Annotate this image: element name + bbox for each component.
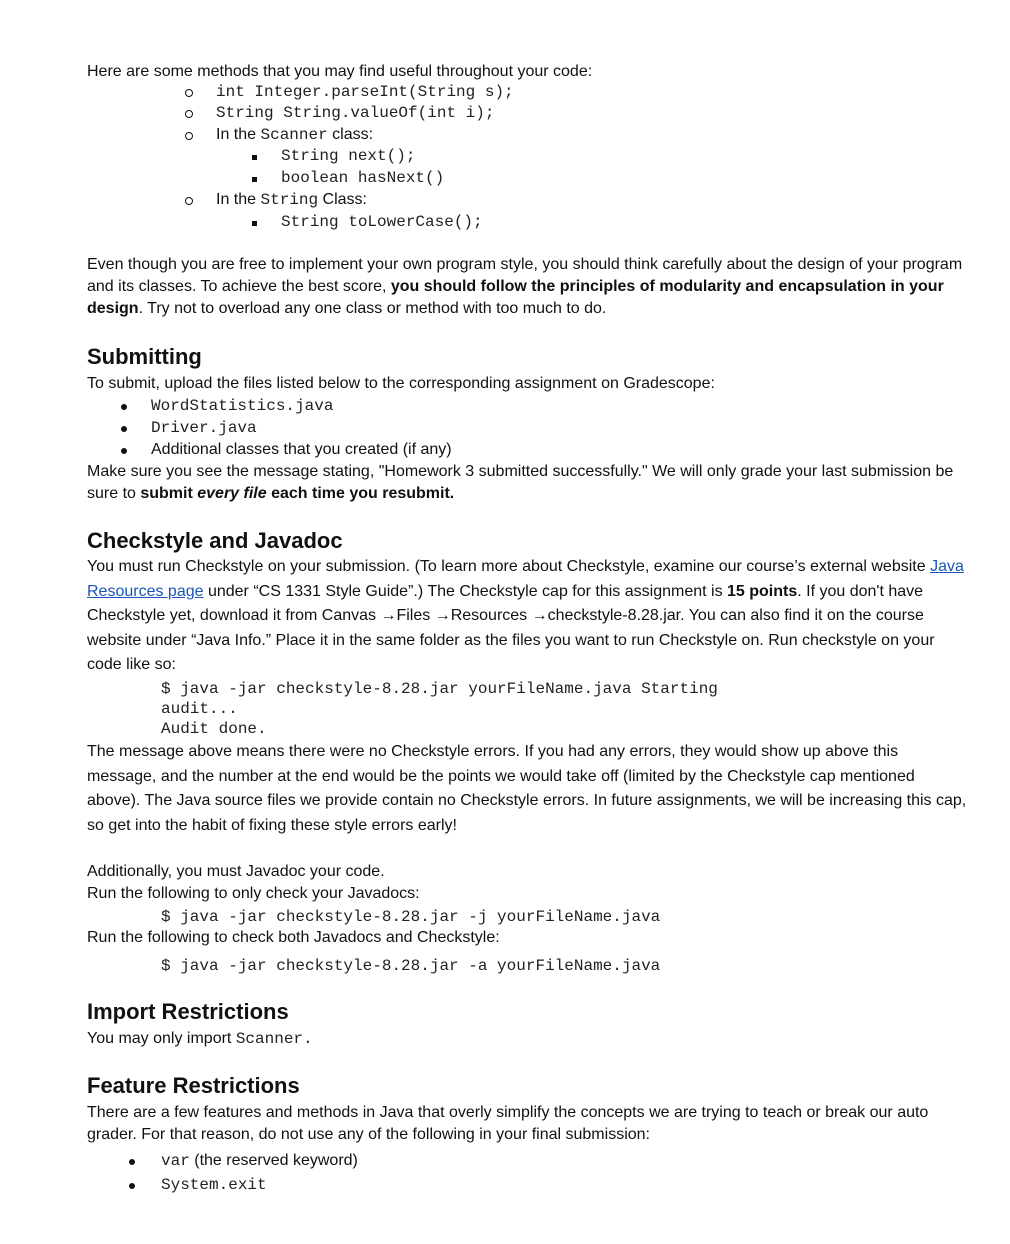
features-paragraph: There are a few features and methods in Java that overly simplify the concepts we are trying to teach or break our auto grader. For that reason, do not use any of the following in your final submission: (87, 1104, 929, 1143)
submit-msg-bold: submit (140, 485, 198, 502)
bullet-icon (124, 1175, 140, 1195)
javadoc-line-1: Additionally, you must Javadoc your code. (87, 863, 385, 880)
feature-system-exit: System.exit (161, 1176, 267, 1194)
string-prefix: In the (216, 191, 261, 208)
circle-bullet-icon (181, 104, 197, 124)
checkstyle-errors-paragraph: The message above means there were no Checkstyle errors. If you had any errors, they would show up above this message, and the number at the end would be the points we would take off (limited by the Checkstyle cap mentioned above). The Java source files we provide contain no Checkstyle errors. In future assignments, we will be increasing this cap, so get into the habit of fixing these style errors early! (87, 743, 967, 834)
bullet-icon (124, 1151, 140, 1171)
scanner-code: Scanner (260, 126, 328, 144)
feature-var-text: (the reserved keyword) (189, 1152, 358, 1169)
square-bullet-icon (246, 168, 262, 188)
checkstyle-text-c: . If you don't have Checkstyle yet, download it from Canvas →Files →Resources →checkstyle-8.28.jar. You can also find it on the course website under “Java Info.” Place it in the same folder as the files you want to run Checkstyle on. Run checkstyle on your code like so: (87, 582, 935, 673)
method-to-lower: String toLowerCase(); (281, 213, 483, 231)
square-bullet-icon (246, 212, 262, 232)
string-class-label (216, 190, 367, 210)
javadoc-line-2: Run the following to only check your Javadocs: (87, 885, 420, 902)
checkstyle-heading: Checkstyle and Javadoc (87, 528, 343, 553)
imports-code: Scanner. (235, 1030, 313, 1048)
circle-bullet-icon (181, 83, 197, 103)
design-bold: you should follow the principles of modularity and encapsulation in your design (87, 278, 944, 317)
command-javadoc-and-checkstyle: $ java -jar checkstyle-8.28.jar -a yourFileName.java (161, 957, 661, 975)
method-next: String next(); (281, 147, 416, 165)
javadoc-line-3: Run the following to check both Javadocs and Checkstyle: (87, 929, 500, 946)
command-line-3: Audit done. (161, 720, 267, 738)
bullet-icon (116, 440, 132, 460)
bullet-icon (116, 418, 132, 438)
method-value-of: String String.valueOf(int i); (216, 104, 495, 122)
design-text-1: Even though you are free to implement your own program style, you should think carefully about the design of your program and its classes. To achieve the best score, (87, 256, 963, 295)
checkstyle-paragraph (87, 555, 967, 678)
checkstyle-cap-points: 15 points (727, 582, 798, 600)
file-item: WordStatistics.java (151, 397, 334, 415)
features-heading: Feature Restrictions (87, 1073, 300, 1098)
scanner-suffix: class: (327, 126, 374, 143)
circle-bullet-icon (181, 191, 197, 211)
checkstyle-text-b: under “CS 1331 Style Guide”.) The Checkstyle cap for this assignment is (203, 582, 728, 600)
design-paragraph (87, 254, 967, 320)
feature-var (161, 1151, 358, 1171)
command-line-2: audit... (161, 700, 238, 718)
scanner-class-label (216, 125, 373, 145)
design-text-2: . Try not to overload any one class or method with too much to do. (138, 300, 607, 317)
command-line-1: $ java -jar checkstyle-8.28.jar yourFileName.java Starting (161, 680, 718, 698)
scanner-prefix: In the (216, 126, 261, 143)
submit-msg-every-file: every file (197, 485, 267, 502)
submit-message (87, 461, 967, 505)
imports-text-main: You may only import (87, 1030, 236, 1047)
circle-bullet-icon (181, 126, 197, 146)
string-suffix: Class: (318, 191, 367, 208)
string-code: String (260, 191, 319, 209)
imports-heading: Import Restrictions (87, 999, 289, 1024)
command-javadoc-only: $ java -jar checkstyle-8.28.jar -j yourFileName.java (161, 908, 661, 926)
method-parse-int: int Integer.parseInt(String s); (216, 83, 514, 101)
square-bullet-icon (246, 146, 262, 166)
java-resources-link[interactable]: Java Resources page (87, 558, 964, 600)
method-has-next: boolean hasNext() (281, 169, 445, 187)
additional-classes: Additional classes that you created (if any) (151, 441, 452, 458)
checkstyle-text-a: You must run Checkstyle on your submission. (To learn more about Checkstyle, examine our course’s external website (87, 558, 931, 575)
file-item: Driver.java (151, 419, 257, 437)
submit-msg-bold-end: each time you resubmit. (266, 485, 455, 502)
bullet-icon (116, 396, 132, 416)
submitting-heading: Submitting (87, 344, 202, 369)
methods-intro: Here are some methods that you may find useful throughout your code: (87, 63, 593, 80)
submit-msg-text: Make sure you see the message stating, "Homework 3 submitted successfully." We will only grade your last submission be sure to (87, 463, 954, 502)
imports-text (87, 1029, 313, 1049)
submitting-intro: To submit, upload the files listed below to the corresponding assignment on Gradescope: (87, 375, 715, 392)
feature-var-code: var (161, 1152, 190, 1170)
